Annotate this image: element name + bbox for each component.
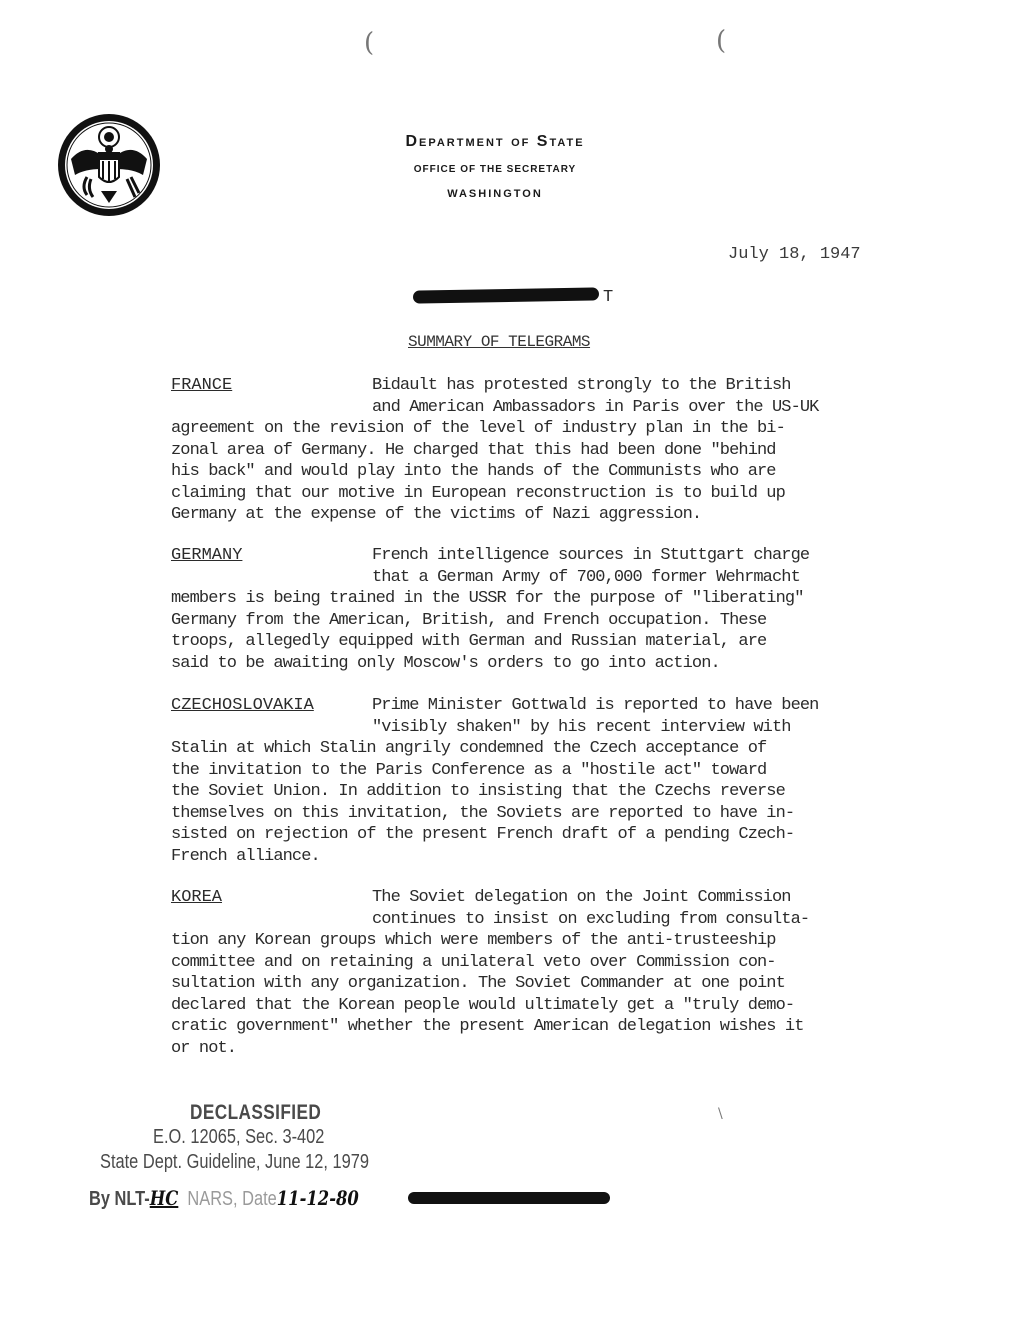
section-france (171, 375, 901, 526)
section-line: tion any Korean groups which were members of the anti-trusteeship (171, 931, 776, 950)
section-line: continues to insist on excluding from consulta- (372, 909, 810, 929)
section-korea (171, 887, 901, 1059)
section-heading: CZECHOSLOVAKIA (171, 696, 314, 715)
section-line: Germany at the expense of the victims of Nazi aggression. (171, 505, 702, 524)
section-line: cratic government" whether the present American delegation wishes it (171, 1017, 804, 1036)
declassified-authority: E.O. 12065, Sec. 3-402 (153, 1126, 325, 1148)
document-title: SUMMARY OF TELEGRAMS (408, 333, 591, 351)
section-line: declared that the Korean people would ultimately get a "truly demo- (171, 995, 795, 1015)
document-date: July 18, 1947 (728, 245, 861, 264)
section-line: agreement on the revision of the level of industry plan in the bi- (171, 419, 785, 438)
letterhead-city: WASHINGTON (447, 188, 543, 200)
declassified-by-prefix: By NLT- (89, 1188, 150, 1210)
section-line: Germany from the American, British, and French occupation. These (171, 610, 767, 630)
declassified-nars: NARS, Date (187, 1188, 277, 1210)
section-line: "visibly shaken" by his recent interview with (372, 717, 791, 737)
declassified-guideline: State Dept. Guideline, June 12, 1979 (100, 1151, 369, 1173)
section-line: or not. (171, 1038, 237, 1058)
section-line: and American Ambassadors in Paris over the US-UK (372, 397, 819, 417)
redaction-mark (413, 287, 599, 303)
declassified-stamp: DECLASSIFIED (190, 1101, 322, 1124)
section-line: sultation with any organization. The Soviet Commander at one point (171, 974, 785, 993)
scan-mark: ( (364, 28, 375, 58)
section-heading: GERMANY (171, 546, 243, 565)
declassified-date: 11-12-80 (276, 1186, 359, 1210)
declassified-initials: HC (149, 1186, 179, 1210)
section-line: said to be awaiting only Moscow's orders to go into action. (171, 653, 720, 673)
section-line: troops, allegedly equipped with German and Russian material, are (171, 632, 767, 651)
section-germany (171, 545, 901, 674)
section-line: themselves on this invitation, the Soviets are reported to have in- (171, 803, 795, 823)
section-line: Bidault has protested strongly to the British (372, 376, 791, 395)
section-line: French intelligence sources in Stuttgart charge (372, 546, 810, 565)
section-line: French alliance. (171, 846, 320, 866)
section-czechoslovakia (171, 695, 901, 867)
section-line: the Soviet Union. In addition to insisting that the Czechs reverse (171, 782, 785, 801)
scan-mark: ( (716, 26, 727, 56)
section-heading: FRANCE (171, 376, 233, 395)
section-line: that a German Army of 700,000 former Wehrmacht (372, 567, 800, 587)
section-line: members is being trained in the USSR for the purpose of "liberating" (171, 589, 804, 608)
section-line: committee and on retaining a unilateral veto over Commission con- (171, 952, 776, 972)
redaction-mark-footer (408, 1192, 610, 1204)
section-heading: KOREA (171, 888, 223, 907)
section-line: zonal area of Germany. He charged that this had been done "behind (171, 440, 776, 460)
section-line: the invitation to the Paris Conference as a "hostile act" toward (171, 760, 767, 780)
section-line: sisted on rejection of the present French draft of a pending Czech- (171, 825, 795, 844)
letterhead-office: OFFICE OF THE SECRETARY (413, 164, 577, 175)
scan-mark: \ (718, 1106, 723, 1122)
redacted-classification (413, 289, 613, 305)
declassified-by-line (89, 1186, 359, 1211)
section-line: The Soviet delegation on the Joint Commission (372, 888, 791, 907)
section-line: claiming that our motive in European reconstruction is to build up (171, 483, 785, 503)
letterhead-department: Department of State (405, 133, 585, 150)
section-line: Stalin at which Stalin angrily condemned the Czech acceptance of (171, 739, 767, 758)
section-line: Prime Minister Gottwald is reported to have been (372, 696, 819, 715)
department-seal-icon (57, 113, 161, 217)
classification-tail: T (603, 288, 614, 307)
section-line: his back" and would play into the hands of the Communists who are (171, 462, 776, 481)
